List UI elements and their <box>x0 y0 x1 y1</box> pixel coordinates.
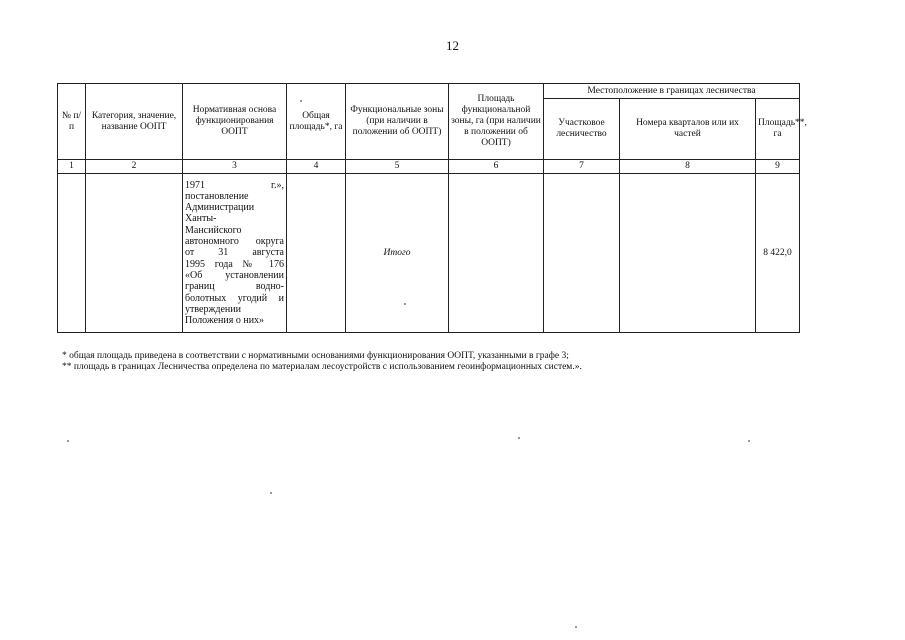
column-number: 7 <box>544 160 620 174</box>
basis-line: Мансийского <box>185 224 242 236</box>
footnote-total-area: * общая площадь приведена в соответствии с нормативными основаниями функционирования ООПТ, указанными в графе 3; <box>62 351 569 361</box>
cell-quarter-numbers <box>620 174 756 333</box>
header-area-in-forestry: Площадь**, га <box>756 99 800 160</box>
basis-line: болотных угодий и <box>185 292 284 304</box>
header-district-forestry: Участковое лесничество <box>544 99 620 160</box>
header-category: Категория, значение, название ООПТ <box>86 84 183 160</box>
basis-line: автономного округа <box>185 236 284 248</box>
header-zone-area: Площадь функциональной зоны, га (при наличии в положении об ООПТ) <box>449 84 544 160</box>
page-number: 12 <box>446 38 459 53</box>
column-number: 6 <box>449 160 544 174</box>
column-number: 9 <box>756 160 800 174</box>
header-basis: Нормативная основа функционирования ООПТ <box>183 84 287 160</box>
cell-category <box>86 174 183 333</box>
header-zones: Функциональные зоны (при наличии в положении об ООПТ) <box>346 84 449 160</box>
scan-speck <box>748 440 750 442</box>
scan-speck <box>270 492 272 494</box>
basis-line: утверждении <box>185 303 241 315</box>
cell-basis <box>183 174 287 333</box>
scan-speck <box>518 437 520 439</box>
cell-district-forestry <box>544 174 620 333</box>
cell-total-area <box>287 174 346 333</box>
basis-line: границ водно- <box>185 281 284 293</box>
oopt-table <box>57 83 807 333</box>
scan-speck <box>67 440 69 442</box>
column-number: 3 <box>183 160 287 174</box>
header-location-group: Местоположение в границах лесничества <box>544 84 800 99</box>
scan-speck <box>300 100 302 102</box>
column-numbers-row <box>58 160 800 174</box>
basis-line: «Об установлении <box>185 269 284 281</box>
scan-speck <box>404 303 406 305</box>
cell-zones-total-label: Итого <box>346 174 449 333</box>
header-total-area: Общая площадь*, га <box>287 84 346 160</box>
basis-line: Положения о них» <box>185 315 265 327</box>
basis-line: Ханты- <box>185 213 217 225</box>
basis-line: 1971 г.», <box>185 179 284 191</box>
column-number: 4 <box>287 160 346 174</box>
column-number: 1 <box>58 160 86 174</box>
cell-area-in-forestry: 8 422,0 <box>756 174 800 333</box>
header-quarter-numbers: Номера кварталов или их частей <box>620 99 756 160</box>
cell-zone-area <box>449 174 544 333</box>
basis-line: 1995 года № 176 <box>185 258 284 270</box>
table-row <box>58 174 800 333</box>
footnotes <box>62 351 582 373</box>
basis-line: Администрации <box>185 202 255 214</box>
table-header-row <box>58 84 800 99</box>
column-number: 5 <box>346 160 449 174</box>
header-num: № п/п <box>58 84 86 160</box>
basis-line: от 31 августа <box>185 247 284 259</box>
basis-line: постановление <box>185 190 249 202</box>
column-number: 2 <box>86 160 183 174</box>
column-number: 8 <box>620 160 756 174</box>
cell-num <box>58 174 86 333</box>
scan-speck <box>575 626 577 628</box>
footnote-area-in-forestry: ** площадь в границах Лесничества определена по материалам лесоустройств с использованием геоинформационных систем.». <box>62 362 582 372</box>
